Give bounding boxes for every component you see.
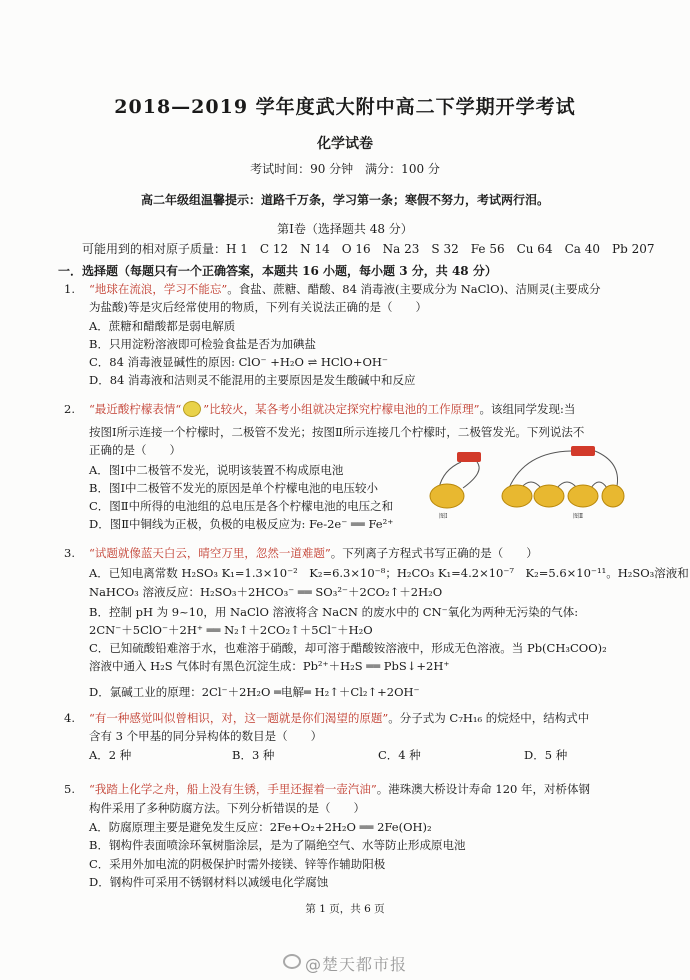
question-number: 1. [64,282,75,296]
option-a: A．防腐原理主要是避免发生反应：2Fe+O₂+2H₂O ══ 2Fe(OH)₂ [89,820,432,834]
question-stem-line: 按图Ⅰ所示连接一个柠檬时，二极管不发光；按图Ⅱ所示连接几个柠檬时，二极管发光。下列说法不 [89,425,585,439]
grade-tip: 高二年级组温馨提示：道路千万条，学习第一条；寒假不努力，考试两行泪。 [140,193,549,207]
option-d: D．氯碱工业的原理：2Cl⁻＋2H₂O ═电解═ H₂↑＋Cl₂↑+2OH⁻ [89,685,420,699]
question-stem-line: 为盐酸)等是灾后经常使用的物质，下列有关说法正确的是（ ） [89,300,427,314]
option-b: B．只用淀粉溶液即可检验食盐是否为加碘盐 [89,337,316,351]
question-stem-line: 构件采用了多种防腐方法。下列分析错误的是（ ） [89,801,365,815]
lemon-icon [534,485,564,507]
question-stem: 。港珠澳大桥设计寿命 120 年，对桥体钢 [376,782,591,796]
option-d: D．84 消毒液和洁则灵不能混用的主要原因是发生酸碱中和反应 [89,373,416,387]
exam-subtitle: 化学试卷 [317,136,373,152]
question-number: 5. [64,782,75,796]
page-footer: 第 1 页，共 6 页 [305,903,385,915]
question-stem-line: 含有 3 个甲基的同分异构体的数目是（ ） [89,729,323,743]
question-stem-line [89,781,590,797]
question-stem: 。食盐、蔗糖、醋酸、84 消毒液(主要成分为 NaClO)、洁厕灵(主要成分 [227,282,601,296]
lemon-icon [568,485,598,507]
weibo-icon [283,954,301,969]
part-heading: 第Ⅰ卷（选择题共 48 分） [277,222,413,236]
question-stem-line [89,281,601,297]
question-number: 3. [64,546,75,560]
figure-label: 图Ⅱ [573,513,584,520]
question-quote: “试题就像蓝天白云，晴空万里，忽然一道难题” [89,546,331,560]
option-a-cont: NaHCO₃ 溶液反应：H₂SO₃＋2HCO₃⁻ ══ SO₃²⁻＋2CO₂↑＋2H₂O [89,585,443,599]
question-stem-line: 正确的是（ ） [89,443,181,457]
question-quote: “最近酸柠檬表情“ [89,402,182,416]
option-b: B．控制 pH 为 9~10，用 NaClO 溶液将含 NaCN 的废水中的 CN⁻氧化为两种无污染的气体: [89,605,579,619]
question-quote: “有一种感觉叫似曾相识，对，这一题就是你们渴望的原题” [89,711,389,725]
option-c: C．采用外加电流的阴极保护时需外接镁、锌等作辅助阳极 [89,857,386,871]
option-d: D．5 种 [524,748,568,762]
question-stem-line [89,545,538,561]
option-c: C．84 消毒液显碱性的原因: ClO⁻ +H₂O ⇌ HClO+OH⁻ [89,355,388,369]
lemon-face-icon [183,401,201,417]
option-b-cont: 2CN⁻＋5ClO⁻＋2H⁺ ══ N₂↑＋2CO₂↑＋5Cl⁻＋H₂O [89,623,373,637]
option-d: D．图Ⅱ中铜线为正极，负极的电极反应为: Fe-2e⁻ ══ Fe²⁺ [89,517,394,531]
option-a: A．蔗糖和醋酸都是弱电解质 [89,319,236,333]
option-c-cont: 溶液中通入 H₂S 气体时有黑色沉淀生成：Pb²⁺＋H₂S ══ PbS↓+2H⁺ [89,659,450,673]
wire [509,451,571,488]
lemon-icon [602,485,624,507]
led-icon [571,446,595,456]
option-c: C．4 种 [378,748,421,762]
question-quote: “我踏上化学之舟，船上没有生锈，手里还握着一壶汽油” [89,782,377,796]
wire [595,451,618,486]
question-quote: “地球在流浪，学习不能忘” [89,282,228,296]
lemon-icon [430,484,464,508]
question-number: 4. [64,711,75,725]
question-stem: 。下列离子方程式书写正确的是（ ） [330,546,538,560]
question-number: 2. [64,402,75,416]
exam-title: 2018—2019 学年度武大附中高二下学期开学考试 [114,96,576,118]
wire [463,462,479,488]
wire [591,482,607,488]
option-c: C．已知硫酸铅难溶于水，也难溶于硝酸，却可溶于醋酸铵溶液中，形成无色溶液。当 Pb(CH₃COO)₂ [89,641,607,655]
lemon-icon [502,485,532,507]
option-d: D．钢构件可采用不锈钢材料以减缓电化学腐蚀 [89,875,329,889]
option-a: A．图Ⅰ中二极管不发光，说明该装置不构成原电池 [89,463,344,477]
question-stem: 。分子式为 C₇H₁₆ 的烷烃中，结构式中 [388,711,590,725]
option-b: B．钢构件表面喷涂环氧树脂涂层，是为了隔绝空气、水等防止形成原电池 [89,838,466,852]
question-stem-line [89,710,589,726]
option-b: B．图Ⅰ中二极管不发光的原因是单个柠檬电池的电压较小 [89,481,378,495]
option-b: B．3 种 [232,748,275,762]
question-stem: 。该组同学发现:当 [479,402,576,416]
question-quote: ”比较火，某各考小组就决定探究柠檬电池的工作原理” [203,402,480,416]
question-stem-line [89,401,575,417]
option-a: A．2 种 [89,748,132,762]
lemon-battery-figure [425,442,625,520]
atomic-masses: 可能用到的相对原子质量：H 1 C 12 N 14 O 16 Na 23 S 32 Fe 56 Cu 64 Ca 40 Pb 207 [82,242,655,256]
exam-info: 考试时间：90 分钟 满分：100 分 [250,162,440,176]
option-c: C．图Ⅱ中所得的电池组的总电压是各个柠檬电池的电压之和 [89,499,394,513]
section-heading: 一．选择题（每题只有一个正确答案，本题共 16 小题，每小题 3 分，共 48 分） [58,264,497,278]
led-icon [457,452,481,462]
watermark: @楚天都市报 [305,955,408,974]
figure-2 [502,446,624,520]
figure-label: 图Ⅰ [439,513,448,520]
option-a: A．已知电离常数 H₂SO₃ K₁=1.3×10⁻² K₂=6.3×10⁻⁸；H₂CO₃ K₁=4.2×10⁻⁷ K₂=5.6×10⁻¹¹。H₂SO₃溶液和 [89,566,689,580]
figure-1 [430,452,481,520]
